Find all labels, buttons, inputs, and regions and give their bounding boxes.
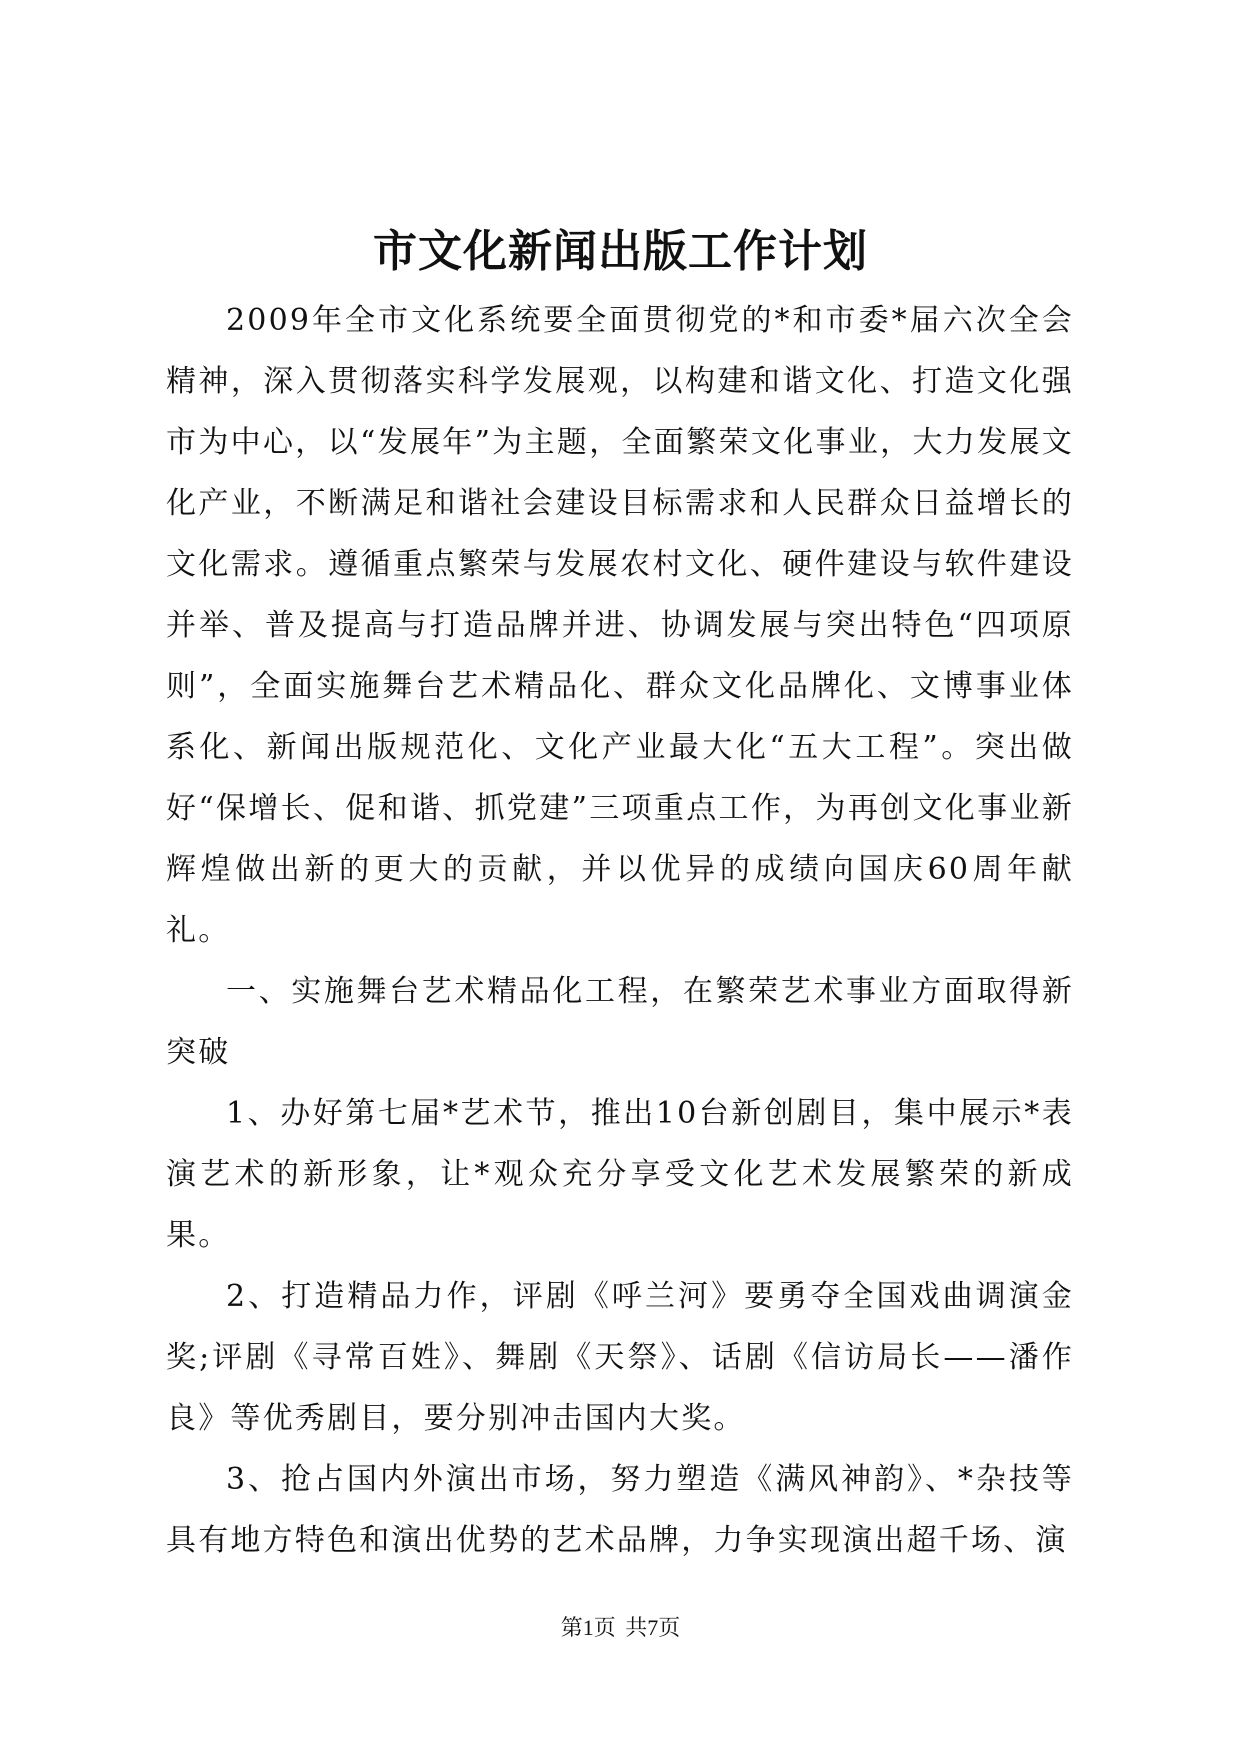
page-total: 共7页 [625, 1615, 681, 1640]
document-body [166, 290, 1074, 1571]
page-footer [0, 1613, 1241, 1643]
intro-paragraph: 2009年全市文化系统要全面贯彻党的*和市委*届六次全会精神，深入贯彻落实科学发展观，以构建和谐文化、打造文化强市为中心，以“发展年”为主题，全面繁荣文化事业，大力发展文化产业，不断满足和谐社会建设目标需求和人民群众日益增长的文化需求。遵循重点繁荣与发展农村文化、硬件建设与软件建设并举、普及提高与打造品牌并进、协调发展与突出特色“四项原则”，全面实施舞台艺术精品化、群众文化品牌化、文博事业体系化、新闻出版规范化、文化产业最大化“五大工程”。突出做好“保增长、促和谐、抓党建”三项重点工作，为再创文化事业新辉煌做出新的更大的贡献，并以优异的成绩向国庆60周年献礼。 [166, 303, 1074, 948]
list-item: 1、办好第七届*艺术节，推出10台新创剧目，集中展示*表演艺术的新形象，让*观众充分享受文化艺术发展繁荣的新成果。 [166, 1096, 1074, 1253]
list-item: 3、抢占国内外演出市场，努力塑造《满风神韵》、*杂技等具有地方特色和演出优势的艺术品牌，力争实现演出超千场、演 [166, 1462, 1074, 1558]
list-item: 2、打造精品力作，评剧《呼兰河》要勇夺全国戏曲调演金奖;评剧《寻常百姓》、舞剧《天祭》、话剧《信访局长——潘作良》等优秀剧目，要分别冲击国内大奖。 [166, 1279, 1074, 1436]
section-heading: 一、实施舞台艺术精品化工程，在繁荣艺术事业方面取得新突破 [166, 974, 1074, 1070]
page-number: 第1页 [560, 1615, 616, 1640]
document-title: 市文化新闻出版工作计划 [373, 226, 868, 277]
